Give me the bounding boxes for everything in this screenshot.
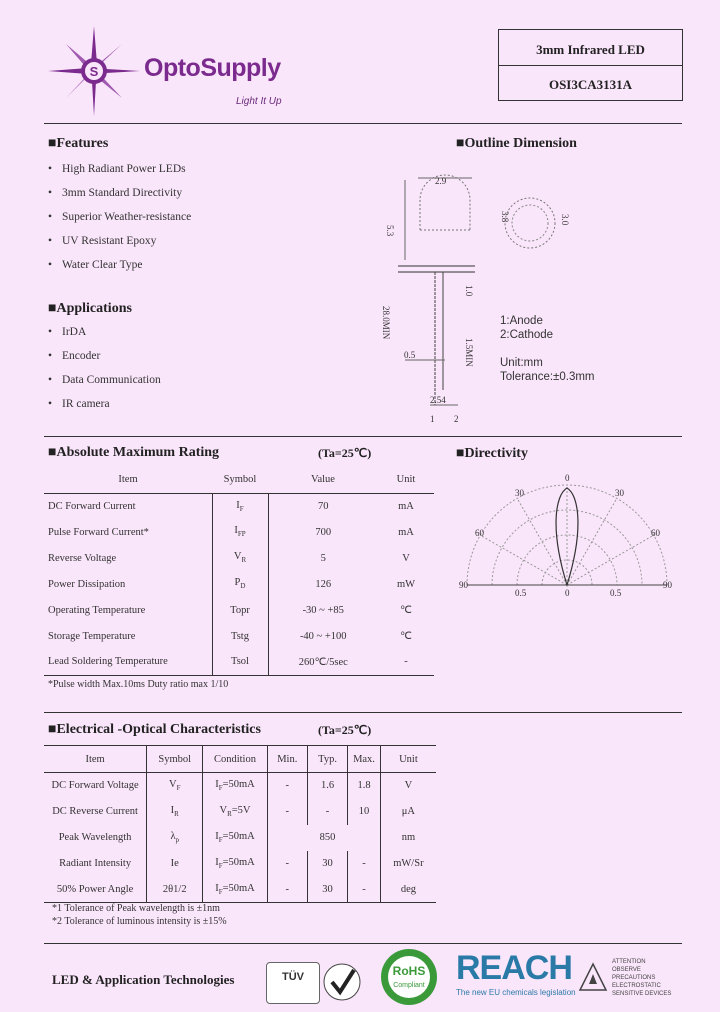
application-item: • Data Communication [48, 374, 161, 398]
abs-head-unit: Unit [396, 473, 416, 485]
directivity-plot [455, 470, 680, 600]
dim-lead: 1.0 [464, 285, 474, 297]
product-type: 3mm Infrared LED [536, 42, 645, 57]
table-row: Pulse Forward Current* $I_{FP}$ 700 mA [44, 519, 434, 545]
dim-body: 3.8 [500, 211, 510, 223]
dim-top: 2.9 [435, 176, 447, 186]
table-row: Operating Temperature Topr -30 ~ +85 ℃ [44, 597, 434, 623]
electro-title: ■Electrical -Optical Characteristics [48, 722, 261, 737]
abs-max-table [44, 466, 434, 676]
dim-min: 28.0MIN [381, 306, 391, 340]
feature-item: • UV Resistant Epoxy [48, 235, 191, 259]
legend-anode: 1:Anode [500, 315, 543, 327]
abs-head-value: Value [311, 473, 335, 485]
feature-item: • Superior Weather-resistance [48, 211, 191, 235]
angle-30-right: 30 [615, 488, 624, 498]
applications-list [48, 326, 161, 422]
svg-text:Compliant: Compliant [393, 982, 425, 989]
angle-30-left: 30 [515, 488, 524, 498]
features-list [48, 163, 191, 283]
angle-90-right: 90 [663, 580, 672, 590]
logo-star-icon [48, 26, 148, 116]
table-row: DC Forward Current $I_F$ 70 mA [44, 493, 434, 519]
dim-short: 0.5 [404, 350, 416, 360]
legend-unit: Unit:mm [500, 357, 543, 369]
outline-drawing [380, 160, 680, 430]
feature-item: • 3mm Standard Directivity [48, 187, 191, 211]
abs-head-item: Item [118, 473, 138, 485]
pin-1-label: 1 [430, 414, 435, 424]
esd-warning: ATTENTION OBSERVE PRECAUTIONS ELECTROSTATIC SENSITIVE DEVICES [578, 958, 678, 998]
legend-tolerance: Tolerance:±0.3mm [500, 371, 595, 383]
application-item: • IrDA [48, 326, 161, 350]
part-number: OSI3CA3131A [548, 77, 633, 92]
directivity-title: ■Directivity [456, 446, 528, 461]
feature-item: • Water Clear Type [48, 259, 191, 283]
svg-text:S: S [89, 64, 99, 79]
table-row: Lead Soldering Temperature Tsol 260℃/5sec - [44, 649, 434, 675]
tuv-logo: TÜV [266, 962, 320, 1004]
feature-item: • High Radiant Power LEDs [48, 163, 191, 187]
table-row: Radiant Intensity Ie $I_F=50mA$ - 30 - mW/Sr [44, 851, 436, 877]
pin-2-label: 2 [454, 414, 459, 424]
check-mark-icon [322, 960, 362, 1004]
table-row: 50% Power Angle 2θ1/2 $I_F=50mA$ - 30 - deg [44, 877, 436, 903]
scale-left: 0.5 [515, 588, 527, 598]
esd-icon [578, 962, 608, 992]
table-row: Power Dissipation $P_D$ 126 mW [44, 571, 434, 597]
abs-head-symbol: Symbol [223, 473, 257, 485]
table-row: Reverse Voltage $V_R$ 5 V [44, 545, 434, 571]
reach-logo: REACH The new EU chemicals legislation [456, 949, 576, 997]
tagline: Light It Up [236, 96, 282, 107]
scale-right: 0.5 [610, 588, 622, 598]
features-title: ■Features [48, 136, 109, 151]
abs-max-note: *Pulse width Max.10ms Duty ratio max 1/10 [48, 679, 229, 690]
dim-pitch: 2.54 [430, 395, 446, 405]
abs-max-condition: (Ta=25℃) [318, 446, 372, 460]
rohs-badge [376, 947, 442, 1007]
angle-60-right: 60 [651, 528, 660, 538]
title-box [498, 29, 683, 101]
table-row: Peak Wavelength $\lambda_p$ $I_F=50mA$ 850 nm [44, 825, 436, 851]
svg-text:RoHS: RoHS [392, 964, 426, 978]
angle-90-left: 90 [459, 580, 468, 590]
outline-title: ■Outline Dimension [456, 136, 577, 151]
table-row: DC Forward Voltage $V_F$ $I_F=50mA$ - 1.6 1.8 V [44, 773, 436, 799]
dim-lead2: 1.5MIN [464, 338, 474, 367]
outline-legend [500, 314, 595, 384]
applications-title: ■Applications [48, 301, 132, 316]
electro-notes: *1 Tolerance of Peak wavelength is ±1nm *2 Tolerance of luminous intensity is ±15% [52, 903, 227, 927]
legend-cathode: 2:Cathode [500, 329, 554, 341]
angle-60-left: 60 [475, 528, 484, 538]
dim-flange: 3.0 [560, 214, 570, 226]
footer-company: LED & Application Technologies [52, 972, 235, 987]
brand-name: OptoSupply [144, 54, 281, 82]
dim-height: 5.3 [385, 225, 395, 237]
application-item: • Encoder [48, 350, 161, 374]
logo [48, 26, 298, 116]
scale-center: 0 [565, 588, 570, 598]
electro-condition: (Ta=25℃) [318, 723, 372, 737]
electro-table: Item Symbol Condition Min. Typ. Max. Unit DC Forward Voltage $V_F$ $I_F=50mA$ - 1.6 1.8 V DC Reverse Current $I_R$ $V_R=5V$ - - 10 μA Peak Wavelength $\lambda_p$ $I_F=50mA$ 850 nm Radiant Intensity Ie $I_F=50mA$ - 30 - mW/Sr 50% Power Angle 2θ1/2 $I_F=50mA$ - 30 - deg [44, 745, 436, 903]
table-row: DC Reverse Current $I_R$ $V_R=5V$ - - 10 μA [44, 799, 436, 825]
table-row: Storage Temperature Tstg -40 ~ +100 ℃ [44, 623, 434, 649]
abs-max-title: ■Absolute Maximum Rating [48, 445, 220, 460]
angle-0: 0 [565, 473, 570, 483]
application-item: • IR camera [48, 398, 161, 422]
